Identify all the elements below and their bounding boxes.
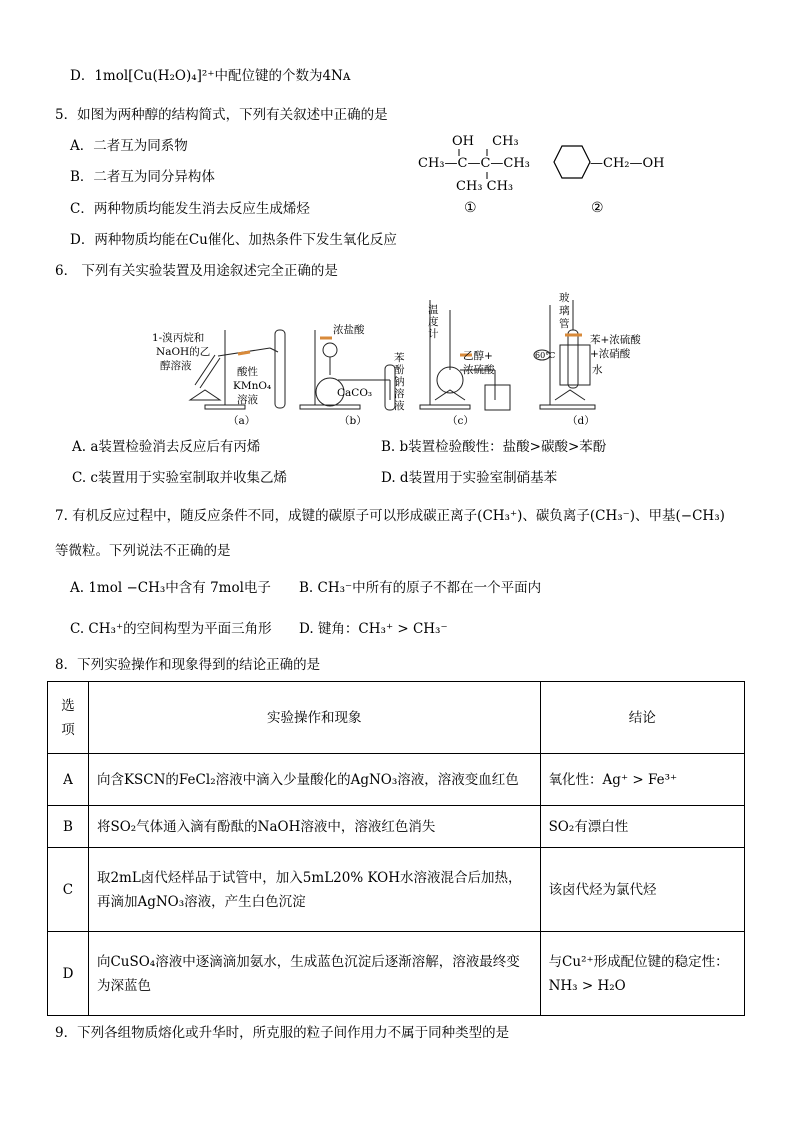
- structure-1-bottom: CH₃ CH₃: [456, 179, 514, 194]
- fig-a-caption: （a）: [228, 415, 256, 427]
- structure-2-chain: —CH₂—OH: [590, 156, 665, 171]
- q5-option-c: C．两种物质均能发生消去反应生成烯烃: [70, 201, 310, 217]
- row-operation: 向CuSO₄溶液中逐滴滴加氨水，生成蓝色沉淀后逐渐溶解，溶液最终变为深蓝色: [88, 932, 540, 1016]
- fig-a-label-2: NaOH的乙: [156, 346, 211, 358]
- fig-b-label-4: 酚: [394, 364, 405, 376]
- q7-option-a: A. 1mol −CH₃中含有 7mol电子: [70, 580, 271, 596]
- q5-option-d: D．两种物质均能在Cu催化、加热条件下发生氧化反应: [70, 232, 397, 248]
- structure-2-label: ②: [591, 200, 604, 216]
- fig-a-label-1: 1-溴丙烷和: [152, 332, 205, 344]
- fig-a-label-4: 酸性: [237, 366, 258, 378]
- q6-option-d: D. d装置用于实验室制硝基苯: [381, 470, 558, 486]
- structure-1-label: ①: [464, 200, 477, 216]
- fig-b-label-3: 苯: [394, 352, 405, 364]
- fig-a-label-5: KMnO₄: [233, 380, 272, 392]
- q6-option-b: B. b装置检验酸性：盐酸>碳酸>苯酚: [381, 439, 607, 455]
- fig-b-label-7: 液: [394, 400, 405, 412]
- structure-1-top: OH CH₃: [452, 134, 519, 149]
- fig-c-label-2: 度: [428, 316, 439, 328]
- q7-stem-line-1: 7. 有机反应过程中，随反应条件不同，成键的碳原子可以形成碳正离子(CH₃⁺)、碳负离子(CH₃⁻)、甲基(−CH₃): [55, 508, 725, 524]
- q5-option-a: A．二者互为同系物: [70, 138, 188, 154]
- fig-b-caption: （b）: [339, 415, 367, 427]
- fig-b-label-5: 钠: [394, 376, 405, 388]
- fig-b-label-1: 浓盐酸: [333, 324, 365, 336]
- q6-option-a: A. a装置检验消去反应后有丙烯: [72, 439, 261, 455]
- row-conclusion: 与Cu²⁺形成配位键的稳定性：NH₃ > H₂O: [540, 932, 744, 1016]
- fig-b-label-6: 溶: [394, 388, 405, 400]
- row-option: A: [48, 754, 89, 806]
- fig-d-label-3: 管: [559, 318, 570, 330]
- fig-d-label-5: +浓硝酸: [590, 348, 631, 360]
- fig-c-label-3: 计: [428, 328, 439, 340]
- table-row: [48, 932, 745, 1016]
- fig-c-label-4: 乙醇+: [463, 350, 493, 362]
- q8-stem: 8．下列实验操作和现象得到的结论正确的是: [55, 657, 321, 673]
- fig-c-caption: （c）: [447, 415, 474, 427]
- row-operation: 将SO₂气体通入滴有酚酞的NaOH溶液中，溶液红色消失: [88, 806, 540, 848]
- fig-a-label-3: 醇溶液: [160, 360, 192, 372]
- q4-option-d: D．1mol[Cu(H₂O)₄]²⁺中配位键的个数为4Nᴀ: [70, 68, 351, 84]
- fig-d-caption: （d）: [567, 415, 595, 427]
- fig-d-label-2: 璃: [559, 305, 570, 317]
- header-conclusion-cell: 结论: [540, 682, 744, 754]
- q7-option-d: D. 键角：CH₃⁺ > CH₃⁻: [299, 621, 448, 637]
- row-conclusion: SO₂有漂白性: [540, 806, 744, 848]
- q9-stem: 9．下列各组物质熔化或升华时，所克服的粒子间作用力不属于同种类型的是: [55, 1025, 510, 1041]
- structure-1-main: CH₃—C—C—CH₃: [418, 156, 530, 171]
- q7-stem-line-2: 等微粒。下列说法不正确的是: [55, 543, 231, 559]
- table-row: [48, 806, 745, 848]
- q8-table: [47, 681, 745, 1016]
- row-option: C: [48, 848, 89, 932]
- fig-d-thermometer-label: 60°C: [535, 351, 556, 360]
- q5-option-b: B．二者互为同分异构体: [70, 169, 215, 185]
- header-option-char-2: 项: [61, 721, 75, 738]
- row-conclusion: 该卤代烃为氯代烃: [540, 848, 744, 932]
- table-row: [48, 848, 745, 932]
- fig-a-label-6: 溶液: [237, 394, 258, 406]
- fig-c-label-1: 温: [428, 304, 439, 316]
- header-option-char-1: 选: [61, 697, 75, 714]
- table-header-row: [48, 682, 745, 754]
- row-option: D: [48, 932, 89, 1016]
- fig-b-label-2: CaCO₃: [337, 387, 373, 399]
- row-option: B: [48, 806, 89, 848]
- row-operation: 取2mL卤代烃样品于试管中，加入5mL20% KOH水溶液混合后加热，再滴加AgNO₃溶液，产生白色沉淀: [88, 848, 540, 932]
- q6-option-c: C. c装置用于实验室制取并收集乙烯: [72, 470, 287, 486]
- q7-option-c: C. CH₃⁺的空间构型为平面三角形: [70, 621, 272, 637]
- cyclohexane-ring-icon: [552, 143, 592, 181]
- table-row: [48, 754, 745, 806]
- header-option-cell: [48, 682, 89, 754]
- fig-d-label-4: 苯+浓硫酸: [590, 334, 641, 346]
- q7-option-b: B. CH₃⁻中所有的原子不都在一个平面内: [299, 580, 542, 596]
- fig-c-label-5: 浓硫酸: [463, 364, 495, 376]
- row-operation: 向含KSCN的FeCl₂溶液中滴入少量酸化的AgNO₃溶液，溶液变血红色: [88, 754, 540, 806]
- row-conclusion: 氧化性：Ag⁺ > Fe³⁺: [540, 754, 744, 806]
- fig-d-label-6: 水: [592, 364, 603, 376]
- q6-stem: 6． 下列有关实验装置及用途叙述完全正确的是: [55, 263, 338, 279]
- header-operation-cell: 实验操作和现象: [88, 682, 540, 754]
- q5-stem: 5．如图为两种醇的结构简式，下列有关叙述中正确的是: [55, 107, 388, 123]
- apparatus-drawing: [150, 290, 630, 430]
- fig-d-label-1: 玻: [559, 292, 570, 304]
